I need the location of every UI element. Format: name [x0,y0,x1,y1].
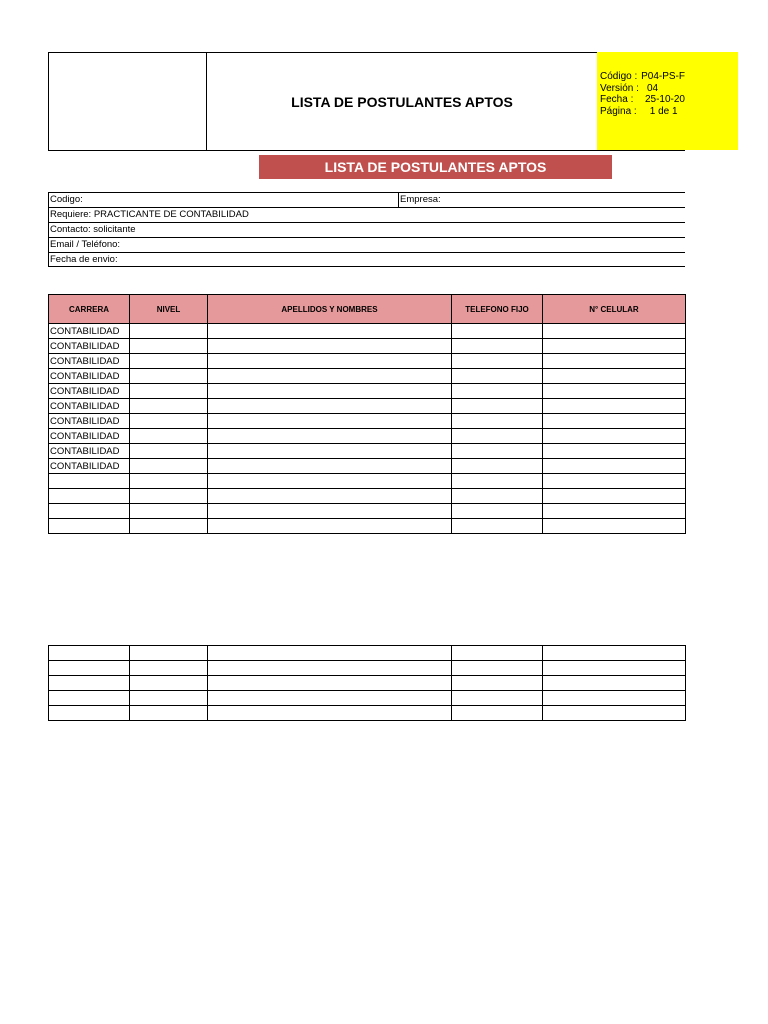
table-cell: CONTABILIDAD [49,369,130,384]
table-cell [452,324,543,339]
table-cell [208,691,452,706]
table-cell [49,646,130,661]
table-row [49,324,686,339]
section-banner: LISTA DE POSTULANTES APTOS [259,155,612,179]
table-cell [208,369,452,384]
table-cell [49,489,130,504]
table-cell [543,414,686,429]
table-cell [452,384,543,399]
table-cell [130,339,208,354]
column-header-carrera: CARRERA [49,295,130,324]
table-cell [208,489,452,504]
column-header-telefono-fijo: TELEFONO FIJO [452,295,543,324]
table-cell [49,676,130,691]
table-row [49,369,686,384]
table-header-row [49,295,686,324]
table-cell [49,474,130,489]
table-cell [208,646,452,661]
table-cell [543,354,686,369]
document-header [48,52,685,151]
table-cell: CONTABILIDAD [49,459,130,474]
table-cell [543,384,686,399]
table-cell [130,706,208,721]
table-row [49,504,686,519]
table-row [49,646,686,661]
table-cell [452,399,543,414]
table-cell: CONTABILIDAD [49,324,130,339]
table-cell [208,354,452,369]
table-cell [543,339,686,354]
table-cell [208,459,452,474]
table-cell [452,676,543,691]
info-row-fecha-envio: Fecha de envio: [48,252,685,267]
table-cell [130,459,208,474]
table-cell [452,519,543,534]
request-info [48,192,685,267]
info-row-email: Email / Teléfono: [48,237,685,252]
table-cell [452,706,543,721]
table-cell [452,504,543,519]
table-cell [452,369,543,384]
table-cell: CONTABILIDAD [49,384,130,399]
table-cell [130,429,208,444]
table-cell [208,519,452,534]
table-cell [208,429,452,444]
applicants-table [48,294,686,534]
table-cell [208,399,452,414]
table-cell [49,519,130,534]
codigo-label: Codigo: [50,194,83,205]
table-cell [208,444,452,459]
table-row [49,339,686,354]
table-cell [543,429,686,444]
meta-pagina: Página : 1 de 1 [600,105,678,117]
table-cell [49,706,130,721]
table-cell [452,339,543,354]
column-header-celular: N° CELULAR [543,295,686,324]
empresa-label: Empresa: [400,194,441,205]
table-cell [543,676,686,691]
table-cell: CONTABILIDAD [49,444,130,459]
table-cell [543,474,686,489]
table-row [49,676,686,691]
document-meta [597,71,685,131]
table-cell [130,384,208,399]
table-cell [208,339,452,354]
table-row [49,399,686,414]
document-title: LISTA DE POSTULANTES APTOS [207,53,598,150]
table-row [49,354,686,369]
table-row [49,384,686,399]
table-cell [452,691,543,706]
table-cell [130,519,208,534]
table-cell [208,676,452,691]
table-cell [543,459,686,474]
table-cell [130,414,208,429]
table-cell [208,324,452,339]
column-header-apellidos-nombres: APELLIDOS Y NOMBRES [208,295,452,324]
secondary-table [48,645,686,721]
table-cell [452,474,543,489]
info-row-contacto: Contacto: solicitante [48,222,685,237]
table-cell [130,369,208,384]
table-cell [452,444,543,459]
table-row [49,459,686,474]
table-cell [130,676,208,691]
table-cell [49,691,130,706]
table-cell [543,646,686,661]
table-cell [208,384,452,399]
table-row [49,691,686,706]
table-cell [543,444,686,459]
table-cell [543,324,686,339]
table-row [49,706,686,721]
info-row-codigo [48,192,685,207]
table-cell [49,504,130,519]
table-cell [208,661,452,676]
table-cell [130,661,208,676]
table-cell [543,399,686,414]
table-cell [130,474,208,489]
table-row [49,429,686,444]
table-cell [208,706,452,721]
table-cell [49,661,130,676]
table-cell: CONTABILIDAD [49,354,130,369]
table-cell [130,354,208,369]
table-cell: CONTABILIDAD [49,429,130,444]
table-cell [543,706,686,721]
logo-placeholder [49,53,207,150]
table-cell [452,354,543,369]
table-cell [130,399,208,414]
meta-version: Versión : 04 [600,82,659,94]
table-cell [130,504,208,519]
table-cell [543,504,686,519]
table-cell: CONTABILIDAD [49,339,130,354]
meta-fecha: Fecha : 25-10-20 [600,94,685,105]
table-cell [543,489,686,504]
table-cell [130,444,208,459]
table-cell [208,414,452,429]
table-cell [543,691,686,706]
table-cell: CONTABILIDAD [49,414,130,429]
table-cell [130,489,208,504]
table-cell [452,414,543,429]
table-row [49,474,686,489]
table-cell [452,429,543,444]
meta-codigo: Código : P04-PS-F [600,71,685,82]
table-cell [452,661,543,676]
table-cell [130,324,208,339]
table-row [49,489,686,504]
table-cell [543,369,686,384]
table-row [49,444,686,459]
table-cell [452,489,543,504]
table-cell [543,519,686,534]
table-cell [130,646,208,661]
table-cell [130,691,208,706]
table-row [49,414,686,429]
table-cell: CONTABILIDAD [49,399,130,414]
table-cell [208,504,452,519]
table-cell [452,459,543,474]
column-header-nivel: NIVEL [130,295,208,324]
table-row [49,519,686,534]
table-row [49,661,686,676]
table-cell [452,646,543,661]
table-cell [543,661,686,676]
table-cell [208,474,452,489]
info-row-requiere: Requiere: PRACTICANTE DE CONTABILIDAD [48,207,685,222]
